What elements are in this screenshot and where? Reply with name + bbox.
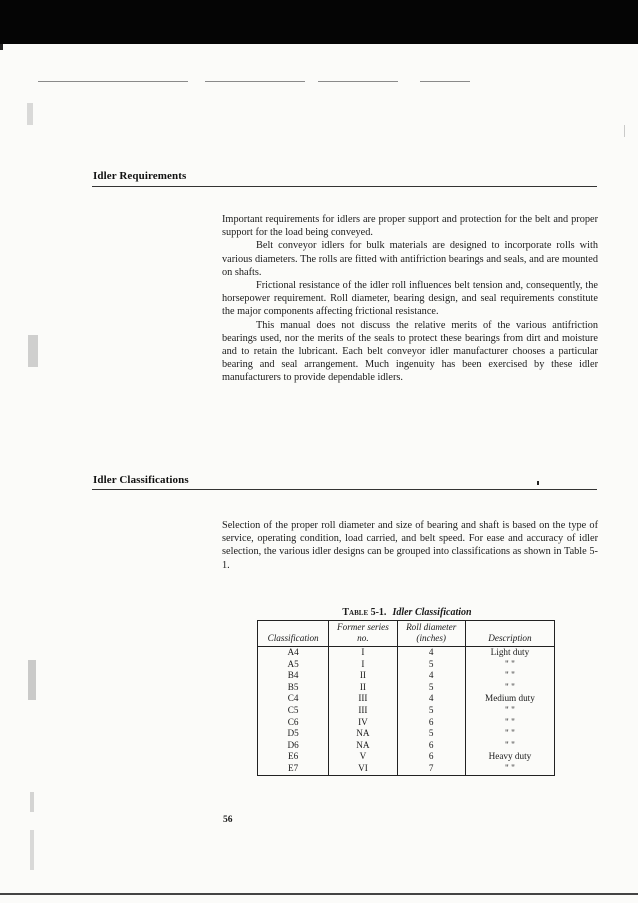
scan-speck — [27, 103, 33, 125]
cell-roll-diameter: 6 — [397, 717, 465, 729]
cell-classification: C4 — [258, 693, 329, 705]
cell-classification: C6 — [258, 717, 329, 729]
cell-roll-diameter: 5 — [397, 682, 465, 694]
cell-description: Light duty — [490, 647, 530, 657]
cell-classification: E6 — [258, 751, 329, 763]
idler-classifications-body — [222, 519, 598, 572]
cell-roll-diameter: 4 — [397, 670, 465, 682]
section-heading-idler-classifications: Idler Classifications — [93, 474, 189, 486]
scan-faint-line — [420, 81, 470, 82]
cell-classification: C5 — [258, 705, 329, 717]
section-heading-idler-requirements: Idler Requirements — [93, 170, 187, 182]
cell-description: " " — [505, 658, 515, 669]
table-header-row — [258, 621, 555, 647]
table-row — [258, 670, 555, 682]
cell-roll-diameter: 5 — [397, 705, 465, 717]
cell-classification: A5 — [258, 659, 329, 671]
cell-former-series: NA — [329, 740, 397, 752]
paragraph: Frictional resistance of the idler roll influences belt tension and, consequently, the horsepower requirement. Roll diameter, bearing design, and seal requirements constitute the major components affecting frictional resistance. — [222, 280, 598, 318]
cell-roll-diameter: 5 — [397, 728, 465, 740]
scan-faint-line — [38, 81, 188, 82]
table-row — [258, 763, 555, 775]
section-rule — [92, 489, 597, 490]
scan-faint-line — [205, 81, 305, 82]
cell-classification: A4 — [258, 647, 329, 659]
table-row — [258, 682, 555, 694]
column-header-description: Description — [465, 621, 554, 647]
table-row — [258, 647, 555, 659]
cell-former-series: IV — [329, 717, 397, 729]
cell-description: Medium duty — [485, 693, 535, 704]
table-caption-number: Table 5-1. — [342, 607, 387, 618]
scan-speck — [30, 792, 34, 812]
page-number: 56 — [223, 815, 233, 825]
idler-classification-table — [257, 620, 555, 776]
cell-description: " " — [505, 762, 515, 773]
cell-classification: E7 — [258, 763, 329, 775]
idler-requirements-body — [222, 213, 598, 385]
cell-description: " " — [505, 670, 515, 681]
column-header-former-series: Former series no. — [329, 621, 397, 647]
paragraph: This manual does not discuss the relative merits of the various antifriction bearings used, nor the merits of the seals to protect these bearings from dirt and moisture and to retain the lubricant. Each belt conveyor idler manufacturer chooses a particular bearing and seal arrangement. Much ingenuity has been exercised by these idler manufacturers to provide dependable idlers. — [222, 319, 598, 384]
cell-description: " " — [505, 704, 515, 715]
cell-roll-diameter: 4 — [397, 647, 465, 659]
table-row — [258, 751, 555, 763]
cell-former-series: I — [329, 647, 397, 659]
scan-speck — [537, 481, 539, 485]
column-header-roll-diameter: Roll diameter (inches) — [397, 621, 465, 647]
scan-speck — [28, 660, 36, 700]
section-rule — [92, 186, 597, 187]
table-row — [258, 693, 555, 705]
cell-roll-diameter: 5 — [397, 659, 465, 671]
cell-roll-diameter: 4 — [397, 693, 465, 705]
table-row — [258, 717, 555, 729]
cell-description: " " — [505, 681, 515, 692]
cell-former-series: II — [329, 670, 397, 682]
scan-top-border — [0, 0, 638, 44]
paragraph: Important requirements for idlers are proper support and protection for the belt and proper support for the load being conveyed. — [222, 214, 598, 239]
table-row — [258, 659, 555, 671]
cell-roll-diameter: 6 — [397, 740, 465, 752]
table-caption — [257, 607, 557, 618]
cell-former-series: III — [329, 705, 397, 717]
cell-classification: B4 — [258, 670, 329, 682]
cell-former-series: V — [329, 751, 397, 763]
cell-description: " " — [505, 739, 515, 750]
scan-speck — [30, 830, 34, 870]
scan-edge-mark — [0, 44, 3, 50]
cell-former-series: III — [329, 693, 397, 705]
cell-classification: D5 — [258, 728, 329, 740]
cell-former-series: VI — [329, 763, 397, 775]
column-header-classification: Classification — [258, 621, 329, 647]
cell-roll-diameter: 7 — [397, 763, 465, 775]
paragraph: Belt conveyor idlers for bulk materials are designed to incorporate rolls with various diameters. The rolls are fitted with antifriction bearings and seals, and are mounted on shafts. — [222, 240, 598, 278]
cell-description: " " — [505, 728, 515, 739]
cell-classification: B5 — [258, 682, 329, 694]
cell-former-series: NA — [329, 728, 397, 740]
cell-former-series: II — [329, 682, 397, 694]
scan-speck — [624, 125, 625, 137]
cell-description: Heavy duty — [488, 751, 532, 762]
paragraph: Selection of the proper roll diameter and size of bearing and shaft is based on the type of service, operating condition, load carried, and belt speed. For ease and accuracy of idler selection, the various idler designs can be grouped into classifications as shown in Table 5-1. — [222, 520, 598, 571]
scan-faint-line — [318, 81, 398, 82]
cell-description: " " — [505, 716, 515, 727]
cell-roll-diameter: 6 — [397, 751, 465, 763]
table-row — [258, 705, 555, 717]
table-row — [258, 728, 555, 740]
cell-former-series: I — [329, 659, 397, 671]
table-row — [258, 740, 555, 752]
scan-speck — [28, 335, 38, 367]
scan-bottom-border — [0, 893, 638, 895]
cell-classification: D6 — [258, 740, 329, 752]
table-body — [258, 647, 555, 776]
table-caption-title: Idler Classification — [392, 607, 472, 618]
